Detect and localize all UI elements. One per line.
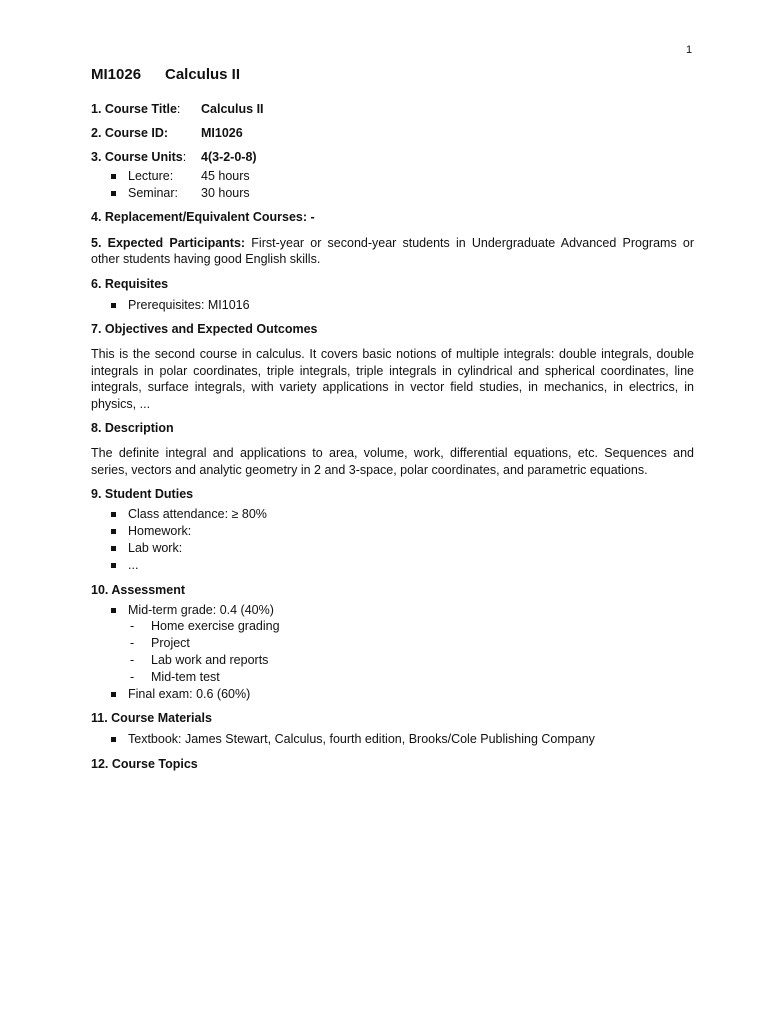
- section-heading-topics: 12. Course Topics: [91, 757, 198, 772]
- list-item: - Project: [130, 636, 190, 651]
- assessment-list: [91, 602, 694, 619]
- list-item: - Mid-tem test: [130, 669, 220, 684]
- course-id-label: 2. Course ID:: [91, 126, 169, 140]
- course-id-row: [91, 125, 694, 142]
- list-item: Lab work:: [91, 540, 694, 557]
- duties-list: [91, 506, 694, 573]
- course-units-row: [91, 149, 694, 166]
- square-bullet-icon: [111, 191, 116, 196]
- course-id-value: MI1026: [201, 126, 243, 140]
- syllabus-document: [91, 66, 694, 773]
- square-bullet-icon: [111, 608, 116, 613]
- list-item: Final exam: 0.6 (60%): [91, 686, 694, 703]
- course-units-label: 3. Course Units:: [91, 150, 187, 164]
- course-title-value: Calculus II: [201, 102, 264, 116]
- list-item: - Home exercise grading: [130, 619, 280, 634]
- square-bullet-icon: [111, 529, 116, 534]
- dash-bullet-icon: -: [130, 619, 135, 634]
- section-heading-requisites: 6. Requisites: [91, 276, 169, 291]
- section-heading-materials: 11. Course Materials: [91, 711, 212, 726]
- list-item: Homework:: [91, 523, 694, 540]
- document-title: [91, 66, 694, 83]
- midterm-components-list: [91, 618, 694, 685]
- requisites-list: [91, 297, 694, 314]
- list-item: Lecture: 45 hours: [91, 168, 694, 185]
- dash-bullet-icon: -: [130, 636, 135, 651]
- final-exam-list: [91, 686, 694, 703]
- list-item: - Lab work and reports: [130, 652, 269, 667]
- section-participants: [91, 235, 694, 268]
- materials-list: [91, 731, 694, 748]
- list-item: Prerequisites: MI1016: [91, 297, 694, 314]
- section-heading-duties: 9. Student Duties: [91, 487, 194, 502]
- square-bullet-icon: [111, 303, 116, 308]
- list-item: Textbook: James Stewart, Calculus, fourth edition, Brooks/Cole Publishing Company: [91, 731, 694, 748]
- dash-bullet-icon: -: [130, 669, 135, 684]
- dash-bullet-icon: -: [130, 652, 135, 667]
- square-bullet-icon: [111, 174, 116, 179]
- course-title-label: 1. Course Title:: [91, 102, 181, 116]
- square-bullet-icon: [111, 546, 116, 551]
- section-heading-assessment: 10. Assessment: [91, 582, 186, 597]
- section-heading-description: 8. Description: [91, 421, 174, 436]
- section-heading-replacement: 4. Replacement/Equivalent Courses: -: [91, 209, 315, 224]
- units-list: [91, 168, 694, 202]
- list-item: Class attendance: ≥ 80%: [91, 506, 694, 523]
- square-bullet-icon: [111, 563, 116, 568]
- course-name: Calculus II: [165, 66, 241, 83]
- square-bullet-icon: [111, 512, 116, 517]
- course-title-row: [91, 101, 694, 118]
- objectives-text: This is the second course in calculus. It covers basic notions of multiple integrals: double integrals, double integrals in polar coordinates, triple integrals, triple integrals in cylindrical and spherical coordinates, line integrals, surface integrals, with variety applications in vector field studies, in mechanics, in electrics, in physics, ...: [91, 347, 694, 411]
- list-item: ...: [91, 557, 694, 574]
- description-text: The definite integral and applications to area, volume, work, differential equations, etc. Sequences and series, vectors and analytic geometry in 2 and 3-space, polar coordinates, and parametric equations.: [91, 446, 694, 477]
- list-item: Seminar: 30 hours: [91, 185, 694, 202]
- participants-text: First-year or second-year students in Undergraduate Advanced Programs or other students having good English skills.: [91, 235, 694, 267]
- square-bullet-icon: [111, 692, 116, 697]
- course-code: MI1026: [91, 66, 142, 83]
- list-item: Mid-term grade: 0.4 (40%): [91, 602, 694, 619]
- page-number: 1: [686, 44, 693, 56]
- section-heading-objectives: 7. Objectives and Expected Outcomes: [91, 322, 318, 337]
- course-units-value: 4(3-2-0-8): [201, 150, 257, 164]
- square-bullet-icon: [111, 737, 116, 742]
- section-heading-participants: 5. Expected Participants:: [91, 235, 246, 250]
